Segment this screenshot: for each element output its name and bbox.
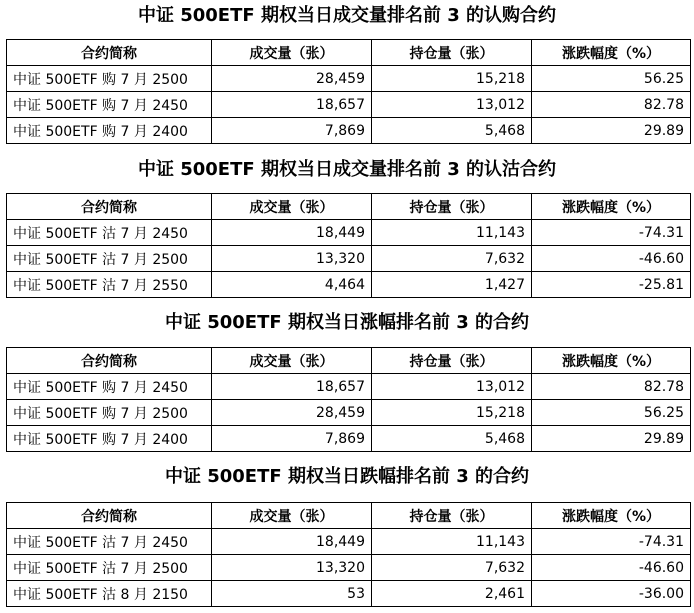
table-row (7, 374, 691, 400)
header-contract-name: 合约简称 (7, 40, 212, 66)
header-change: 涨跌幅度（%） (532, 40, 691, 66)
cell-contract-name: 中证 500ETF 购 7 月 2500 (7, 400, 212, 426)
cell-open-interest: 7,632 (372, 246, 532, 272)
top-losers-table (6, 502, 691, 607)
cell-volume: 18,657 (212, 92, 372, 118)
table-header-row (7, 40, 691, 66)
cell-change: -46.60 (532, 246, 691, 272)
header-contract-name: 合约简称 (7, 503, 212, 529)
header-volume: 成交量（张） (212, 40, 372, 66)
header-contract-name: 合约简称 (7, 194, 212, 220)
table-row (7, 555, 691, 581)
cell-contract-name: 中证 500ETF 购 7 月 2450 (7, 92, 212, 118)
header-change: 涨跌幅度（%） (532, 194, 691, 220)
cell-change: 56.25 (532, 400, 691, 426)
cell-open-interest: 15,218 (372, 400, 532, 426)
cell-open-interest: 7,632 (372, 555, 532, 581)
cell-change: 29.89 (532, 118, 691, 144)
cell-change: -74.31 (532, 220, 691, 246)
header-contract-name: 合约简称 (7, 348, 212, 374)
cell-volume: 28,459 (212, 66, 372, 92)
cell-volume: 7,869 (212, 426, 372, 452)
header-volume: 成交量（张） (212, 503, 372, 529)
cell-contract-name: 中证 500ETF 购 7 月 2450 (7, 374, 212, 400)
table-row (7, 92, 691, 118)
cell-open-interest: 2,461 (372, 581, 532, 607)
cell-open-interest: 13,012 (372, 374, 532, 400)
cell-contract-name: 中证 500ETF 购 7 月 2400 (7, 426, 212, 452)
cell-change: 56.25 (532, 66, 691, 92)
cell-change: -46.60 (532, 555, 691, 581)
cell-contract-name: 中证 500ETF 沽 7 月 2450 (7, 529, 212, 555)
cell-open-interest: 1,427 (372, 272, 532, 298)
table-row (7, 66, 691, 92)
table-row (7, 118, 691, 144)
cell-contract-name: 中证 500ETF 沽 7 月 2550 (7, 272, 212, 298)
table-row (7, 220, 691, 246)
put-volume-table (6, 193, 691, 298)
cell-contract-name: 中证 500ETF 购 7 月 2400 (7, 118, 212, 144)
header-volume: 成交量（张） (212, 348, 372, 374)
cell-open-interest: 15,218 (372, 66, 532, 92)
cell-contract-name: 中证 500ETF 沽 7 月 2500 (7, 246, 212, 272)
header-open-interest: 持仓量（张） (372, 194, 532, 220)
header-open-interest: 持仓量（张） (372, 348, 532, 374)
table-row (7, 426, 691, 452)
cell-contract-name: 中证 500ETF 购 7 月 2500 (7, 66, 212, 92)
header-change: 涨跌幅度（%） (532, 348, 691, 374)
cell-open-interest: 13,012 (372, 92, 532, 118)
cell-volume: 13,320 (212, 555, 372, 581)
top-gainers-table (6, 347, 691, 452)
cell-change: -36.00 (532, 581, 691, 607)
cell-change: -25.81 (532, 272, 691, 298)
table-header-row (7, 503, 691, 529)
table-header-row (7, 348, 691, 374)
cell-contract-name: 中证 500ETF 沽 7 月 2500 (7, 555, 212, 581)
cell-volume: 18,657 (212, 374, 372, 400)
cell-contract-name: 中证 500ETF 沽 8 月 2150 (7, 581, 212, 607)
cell-open-interest: 5,468 (372, 426, 532, 452)
cell-change: 29.89 (532, 426, 691, 452)
header-open-interest: 持仓量（张） (372, 40, 532, 66)
cell-open-interest: 11,143 (372, 529, 532, 555)
table-row (7, 529, 691, 555)
cell-volume: 13,320 (212, 246, 372, 272)
cell-volume: 53 (212, 581, 372, 607)
table-row (7, 581, 691, 607)
cell-contract-name: 中证 500ETF 沽 7 月 2450 (7, 220, 212, 246)
cell-change: -74.31 (532, 529, 691, 555)
cell-volume: 28,459 (212, 400, 372, 426)
cell-open-interest: 11,143 (372, 220, 532, 246)
cell-volume: 4,464 (212, 272, 372, 298)
table-row (7, 400, 691, 426)
cell-open-interest: 5,468 (372, 118, 532, 144)
cell-change: 82.78 (532, 374, 691, 400)
section-title: 中证 500ETF 期权当日成交量排名前 3 的认沽合约 (137, 159, 557, 180)
cell-volume: 7,869 (212, 118, 372, 144)
table-header-row (7, 194, 691, 220)
cell-volume: 18,449 (212, 220, 372, 246)
header-open-interest: 持仓量（张） (372, 503, 532, 529)
table-row (7, 246, 691, 272)
table-row (7, 272, 691, 298)
cell-volume: 18,449 (212, 529, 372, 555)
header-volume: 成交量（张） (212, 194, 372, 220)
section-title: 中证 500ETF 期权当日跌幅排名前 3 的合约 (164, 466, 530, 487)
call-volume-table (6, 39, 691, 144)
section-title: 中证 500ETF 期权当日涨幅排名前 3 的合约 (164, 312, 530, 333)
header-change: 涨跌幅度（%） (532, 503, 691, 529)
cell-change: 82.78 (532, 92, 691, 118)
section-title: 中证 500ETF 期权当日成交量排名前 3 的认购合约 (137, 5, 557, 26)
